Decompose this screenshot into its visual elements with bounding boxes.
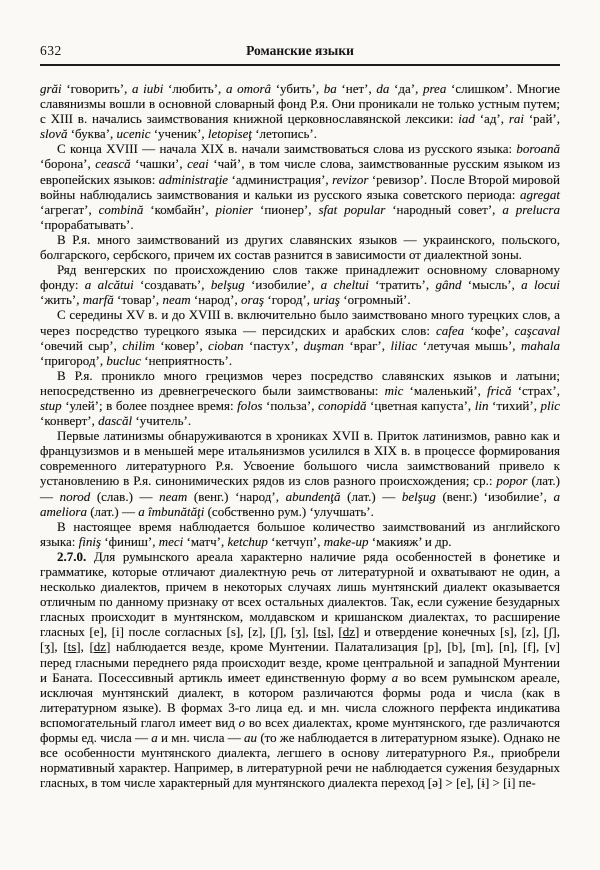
text-run: ‘мысль’,: [461, 277, 522, 293]
text-run: ‘прорабатывать’.: [40, 216, 134, 232]
text-run: ‘ад’,: [474, 111, 509, 127]
text-run: oraş: [240, 292, 265, 308]
text-run: a ameliora: [40, 488, 560, 519]
text-run: mic: [384, 382, 404, 398]
text-run: marfă: [82, 292, 114, 308]
text-run: abundenţă: [285, 488, 341, 504]
text-run: ketchup: [227, 533, 268, 549]
text-run: dz: [342, 624, 356, 640]
text-run: pionier: [215, 201, 254, 217]
text-run: sfat popular: [318, 201, 386, 217]
text-run: ‘тратить’,: [368, 277, 436, 293]
text-run: ‘борона’,: [40, 156, 96, 172]
page-body: [40, 81, 560, 790]
text-run: a: [151, 730, 158, 746]
text-run: В настоящее время наблюдается большое количество заимствований из английского языка:: [40, 518, 560, 549]
page-header: [40, 42, 560, 61]
text-run: (собственно рум.) ‘улучшать’.: [204, 503, 374, 519]
paragraph: [40, 368, 560, 428]
text-run: folos: [237, 397, 263, 413]
text-run: ‘учитель’.: [132, 413, 192, 429]
text-run: cioban: [208, 337, 244, 353]
text-run: chilim: [122, 337, 155, 353]
text-run: dz: [93, 639, 107, 655]
text-run: В Р.я. много заимствований из других славянских языков — украинского, польского, болгарского, сербского, причем их состав разнится в зависимости от диалектной зоны.: [40, 231, 560, 263]
text-run: boroană: [516, 141, 560, 157]
text-run: (слав.) —: [90, 488, 160, 504]
text-run: ‘пригород’,: [40, 352, 107, 368]
text-run: plic: [540, 397, 561, 413]
text-run: a: [391, 669, 399, 685]
paragraph: [40, 141, 560, 232]
text-run: duşman: [303, 337, 344, 353]
text-run: ‘любить’,: [163, 81, 226, 96]
page-number: 632: [40, 43, 62, 58]
text-run: lin: [474, 397, 489, 413]
text-run: belşug: [401, 488, 436, 504]
text-run: gând: [435, 277, 462, 293]
text-run: slovă: [40, 126, 68, 142]
text-run: iad: [458, 111, 475, 127]
paragraph: [40, 428, 560, 519]
text-run: С середины XV в. и до XVIII в. включительно было заимствовано много турецких слов, а через посредство турецкого языка — персидских и арабских слов:: [40, 307, 560, 338]
text-run: au: [244, 730, 258, 746]
text-run: ts: [67, 639, 77, 655]
text-run: ‘враг’,: [343, 337, 391, 353]
text-run: ‘летопись’.: [251, 126, 318, 142]
paragraph: [40, 549, 560, 791]
text-run: ‘говорить’,: [61, 81, 132, 96]
text-run: ‘убить’,: [271, 81, 324, 96]
text-run: ‘кетчуп’,: [267, 533, 324, 549]
text-run: ‘нет’,: [336, 81, 377, 96]
text-run: ‘огромный’.: [340, 292, 411, 308]
text-run: revizor: [332, 171, 369, 187]
text-run: norod: [59, 488, 91, 504]
text-run: a iubi: [132, 81, 164, 96]
text-run: ], [: [326, 624, 343, 640]
text-run: ceai: [187, 156, 209, 172]
header-rule: [40, 64, 560, 66]
text-run: ‘тихий’,: [488, 397, 541, 413]
text-run: ‘жить’,: [40, 292, 83, 308]
text-run: liliac: [390, 337, 418, 353]
text-run: ts: [317, 624, 327, 640]
text-run: popor: [496, 473, 528, 489]
text-run: ‘польза’,: [262, 397, 319, 413]
text-run: combină: [98, 201, 144, 217]
text-run: stup: [40, 397, 62, 413]
text-run: С конца XVIII — начала XIX в. начали заимствоваться слова из русского языка:: [57, 141, 517, 157]
text-run: a locui: [521, 277, 560, 293]
text-run: a omorâ: [225, 81, 272, 96]
text-run: и мн. числа —: [157, 730, 245, 746]
text-run: ‘пастух’,: [243, 337, 304, 353]
text-run: ucenic: [116, 126, 151, 142]
text-run: ] и отвердение конечных [s], [z], [ʃ], [ʒ], [: [40, 624, 560, 655]
paragraph: [40, 81, 560, 141]
text-run: ‘слишком’. Многие славянизмы вошли в основной словарный фонд Р.я. Они проникали не только устным путем; с XIII в. начались заимствования книжной церковнославянской лексики:: [40, 81, 560, 127]
text-run: o: [238, 714, 246, 730]
text-run: В Р.я. проникло много грецизмов через посредство славянских языков и латыни; непосредственно из древнегреческого были заимствованы:: [40, 367, 560, 398]
text-run: Ряд венгерских по происхождению слов также принадлежит основному словарному фонду:: [40, 262, 560, 293]
text-run: ‘улей’; в более позднее время:: [61, 397, 238, 413]
text-run: ‘товар’,: [113, 292, 163, 308]
text-run: ‘создавать’,: [133, 277, 211, 293]
text-run: da: [376, 81, 390, 96]
text-run: finiş: [78, 533, 102, 549]
text-run: ‘администрация’,: [228, 171, 333, 187]
text-run: (венг.) ‘изобилие’,: [435, 488, 554, 504]
text-run: ‘комбайн’,: [143, 201, 216, 217]
paragraph: [40, 262, 560, 307]
text-run: meci: [158, 533, 184, 549]
text-run: ‘да’,: [389, 81, 423, 96]
text-run: bucluc: [106, 352, 141, 368]
text-run: ‘страх’,: [511, 382, 560, 398]
text-run: ‘изобилие’,: [244, 277, 321, 293]
paragraph: [40, 307, 560, 367]
text-run: ‘чашки’,: [130, 156, 188, 172]
text-run: dascăl: [98, 413, 133, 429]
text-run: 2.7.0.: [57, 548, 87, 564]
text-run: ‘ковер’,: [154, 337, 209, 353]
text-run: ‘народный совет’,: [385, 201, 503, 217]
text-run: ‘конверт’,: [40, 413, 99, 429]
paragraph: [40, 519, 560, 549]
text-run: ‘народ’,: [190, 292, 241, 308]
text-run: (лат.) —: [40, 473, 560, 504]
text-run: Первые латинизмы обнаруживаются в хрониках XVII в. Приток латинизмов, равно как и французизмов и в меньшей мере итальянизмов усилился в XIX в. в процессе формирования современного литературного Р.я. Усвоение большого числа заимствований привело к установлению в Р.я. синонимических рядов из слов разного происхождения; ср.:: [40, 428, 560, 489]
text-run: mahala: [521, 337, 561, 353]
text-run: ‘летучая мышь’,: [417, 337, 522, 353]
text-run: ‘агрегат’,: [40, 201, 99, 217]
text-run: ‘рай’,: [524, 111, 560, 127]
text-run: cafea: [435, 322, 465, 338]
text-run: (лат.) —: [340, 488, 402, 504]
text-run: uriaş: [313, 292, 340, 308]
text-run: ‘буква’,: [67, 126, 117, 142]
text-run: cească: [95, 156, 131, 172]
text-run: ‘ревизор’. После Второй мировой войны наблюдались заимствования и кальки из русского языка советского периода:: [40, 171, 561, 202]
text-run: ‘ученик’,: [150, 126, 208, 142]
text-run: administraţie: [158, 171, 229, 187]
text-run: (лат.) —: [86, 503, 139, 519]
text-run: a cheltui: [320, 277, 369, 293]
text-run: prea: [422, 81, 447, 96]
text-run: caşcaval: [514, 322, 560, 338]
text-run: ‘город’,: [264, 292, 314, 308]
text-run: во всех диалектах, кроме мунтянского, где различаются формы ед. числа —: [40, 714, 560, 746]
text-run: ‘финиш’,: [101, 533, 159, 549]
text-run: belşug: [210, 277, 245, 293]
text-run: ‘цветная капуста’,: [366, 397, 475, 413]
text-run: grăi: [40, 81, 62, 96]
text-run: ‘маленький’,: [403, 382, 487, 398]
text-run: agregat: [520, 186, 560, 202]
text-run: ‘неприятность’.: [140, 352, 233, 368]
text-run: rai: [508, 111, 525, 127]
paragraph: [40, 232, 560, 262]
text-run: letopiseţ: [207, 126, 252, 142]
text-run: ‘кофе’,: [464, 322, 515, 338]
text-run: neam: [159, 488, 188, 504]
text-run: ], [: [76, 639, 94, 655]
text-run: ‘матч’,: [183, 533, 228, 549]
text-run: conopidă: [318, 397, 367, 413]
text-run: frică: [486, 382, 512, 398]
text-run: neam: [162, 292, 191, 308]
text-run: ‘овечий сыр’,: [40, 337, 123, 353]
text-run: ‘пионер’,: [253, 201, 319, 217]
text-run: во всем румынском ареале, исключая мунтянский диалект, в котором различаются формы рода и числа (как в литературном языке). В формах 3-го лица ед. и мн. числа сложного перфекта индикатива вспомогательный глагол имеет вид: [40, 669, 560, 730]
text-run: ‘чай’, в том числе слова, заимствованные русским языком из европейских языков:: [40, 156, 561, 187]
text-run: Для румынского ареала характерно наличие ряда особенностей в фонетике и грамматике, которые отличают диалектную речь от литературной и охватывают не один, а несколько диалектов, причем в некоторых случаях лишь мунтянский диалект оказывается отличным по данному признаку от всех остальных диалектов. Так, если сужение безударных гласных происходит в мунтянском, молдавском и кришанском диалектах, то расширение гласных [e], [i] после согласных [s], [z], [ʃ], [ʒ], [: [40, 548, 560, 640]
text-run: ba: [323, 81, 337, 96]
text-run: ‘макияж’ и др.: [368, 533, 452, 549]
text-run: make-up: [323, 533, 369, 549]
text-run: a îmbunătăţi: [138, 503, 205, 519]
text-run: (то же наблюдается в литературном языке). Однако не все особенности мунтянского диалекта, легшего в основу литературного Р.я., приобрели нормативный характер. Например, в литературной речи не наблюдается сужения безударных гласных, в том числе характерный для мунтянского диалекта переход [ə] > [e], [ɨ] > [i] пе-: [40, 730, 560, 791]
text-run: a prelucra: [502, 201, 560, 217]
text-run: a alcătui: [84, 277, 134, 293]
text-run: ] наблюдается везде, кроме Мунтении. Палатализация [p], [b], [m], [n], [f], [v] перед гласными переднего ряда происходит везде, кроме центральной и западной Мунтении и Баната. Посессивный артикль имеет единственную форму: [40, 639, 560, 685]
text-run: (венг.) ‘народ’,: [187, 488, 286, 504]
running-title: Романские языки: [246, 43, 354, 58]
